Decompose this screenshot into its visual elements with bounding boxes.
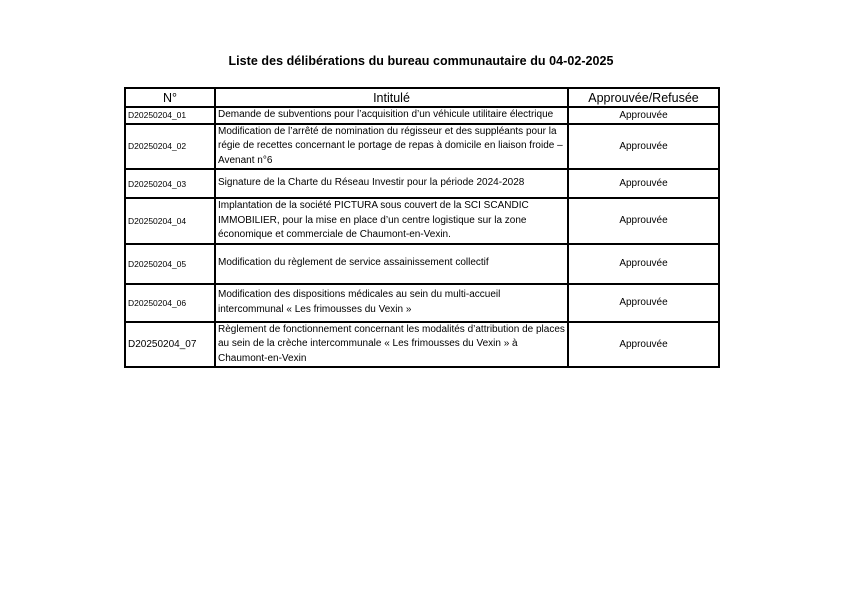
row-status: Approuvée [568, 124, 719, 170]
row-title: Modification de l’arrêté de nomination du régisseur et des suppléants pour la régie de recettes concernant le portage de repas à domicile en liaison froide – Avenant n°6 [215, 124, 568, 170]
document-title: Liste des délibérations du bureau communautaire du 04-02-2025 [228, 54, 614, 68]
row-title: Règlement de fonctionnement concernant les modalités d’attribution de places au sein de la crèche intercommunale « Les frimousses du Vexin » à Chaumont-en-Vexin [215, 322, 568, 368]
row-number: D20250204_01 [125, 107, 215, 124]
row-status: Approuvée [568, 244, 719, 284]
row-status: Approuvée [568, 284, 719, 322]
row-title: Modification des dispositions médicales au sein du multi-accueil intercommunal « Les frimousses du Vexin » [215, 284, 568, 322]
table-row [125, 322, 719, 368]
row-number: D20250204_03 [125, 169, 215, 198]
header-number: N° [125, 88, 215, 107]
row-status: Approuvée [568, 198, 719, 244]
row-number: D20250204_02 [125, 124, 215, 170]
row-number: D20250204_05 [125, 244, 215, 284]
deliberations-table [124, 87, 720, 368]
row-number: D20250204_06 [125, 284, 215, 322]
table-row [125, 169, 719, 198]
row-number: D20250204_07 [125, 322, 215, 368]
row-status: Approuvée [568, 169, 719, 198]
header-title: Intitulé [215, 88, 568, 107]
row-title: Modification du règlement de service assainissement collectif [215, 244, 568, 284]
row-title: Demande de subventions pour l’acquisition d’un véhicule utilitaire électrique [215, 107, 568, 124]
row-status: Approuvée [568, 107, 719, 124]
table-row [125, 244, 719, 284]
header-status: Approuvée/Refusée [568, 88, 719, 107]
table-header-row [125, 88, 719, 107]
table-row [125, 107, 719, 124]
row-title: Implantation de la société PICTURA sous couvert de la SCI SCANDIC IMMOBILIER, pour la mise en place d’un centre logistique sur la zone économique et commerciale de Chaumont-en-Vexin. [215, 198, 568, 244]
table-row [125, 124, 719, 170]
table-row [125, 198, 719, 244]
row-status: Approuvée [568, 322, 719, 368]
row-title: Signature de la Charte du Réseau Investir pour la période 2024-2028 [215, 169, 568, 198]
row-number: D20250204_04 [125, 198, 215, 244]
table-row [125, 284, 719, 322]
